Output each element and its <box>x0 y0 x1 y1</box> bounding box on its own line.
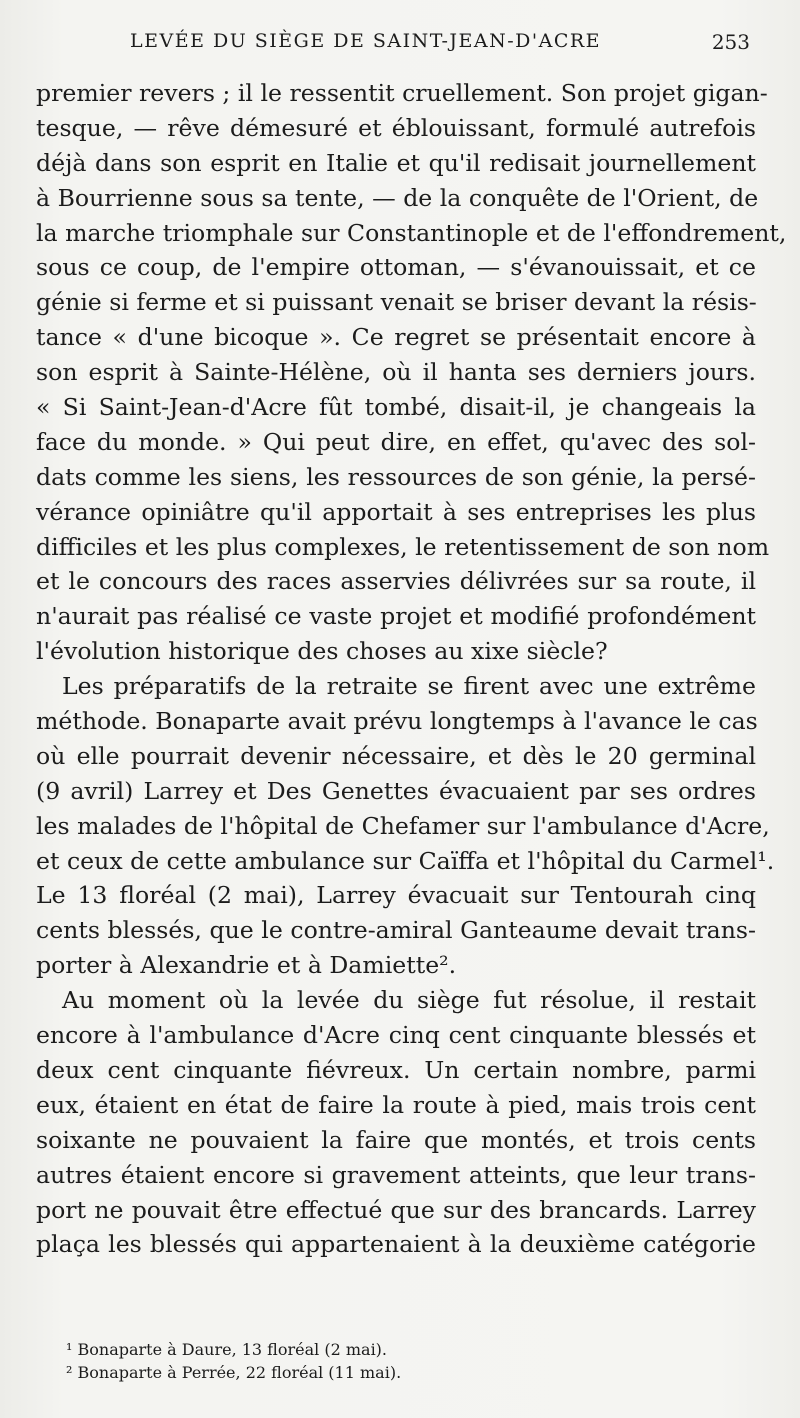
text-line: Les préparatifs de la retraite se firent avec une extrême <box>62 672 756 701</box>
text-line: « Si Saint-Jean-d'Acre fût tombé, disait-il, je changeais la <box>36 393 756 422</box>
text-line: et le concours des races asservies délivrées sur sa route, il <box>36 567 756 596</box>
text-line: Le 13 floréal (2 mai), Larrey évacuait sur Tentourah cinq <box>36 881 756 910</box>
text-line: encore à l'ambulance d'Acre cinq cent cinquante blessés et <box>36 1021 756 1050</box>
text-line: cents blessés, que le contre-amiral Ganteaume devait trans- <box>36 916 756 945</box>
text-line: autres étaient encore si gravement atteints, que leur trans- <box>36 1160 756 1189</box>
footnotes <box>66 1338 756 1384</box>
text-line: sous ce coup, de l'empire ottoman, — s'évanouissait, et ce <box>36 253 756 282</box>
text-line: premier revers ; il le ressentit cruellement. Son projet gigan- <box>36 79 768 107</box>
text-line: (9 avril) Larrey et Des Genettes évacuaient par ses ordres <box>36 776 756 805</box>
text-line: soixante ne pouvaient la faire que montés, et trois cents <box>36 1125 756 1154</box>
text-line: n'aurait pas réalisé ce vaste projet et modifié profondément <box>36 602 756 631</box>
text-line: et ceux de cette ambulance sur Caïffa et l'hôpital du Carmel¹. <box>36 846 775 875</box>
text-line: face du monde. » Qui peut dire, en effet, qu'avec des sol- <box>36 427 756 456</box>
text-line: à Bourrienne sous sa tente, — de la conquête de l'Orient, de <box>36 183 759 212</box>
text-line: Au moment où la levée du siège fut résolue, il restait <box>62 986 756 1015</box>
footnote: ² Bonaparte à Perrée, 22 floréal (11 mai). <box>66 1363 402 1382</box>
text-line: tesque, — rêve démesuré et éblouissant, formulé autrefois <box>36 113 756 142</box>
text-line: port ne pouvait être effectué que sur des brancards. Larrey <box>36 1195 756 1224</box>
running-title: LEVÉE DU SIÈGE DE SAINT-JEAN-D'ACRE <box>130 30 602 52</box>
text-line: l'évolution historique des choses au xixe siècle? <box>36 637 608 666</box>
text-line: plaça les blessés qui appartenaient à la deuxième catégorie <box>36 1230 756 1259</box>
text-line: la marche triomphale sur Constantinople et de l'effondrement, <box>36 218 787 247</box>
page-number: 253 <box>711 30 750 54</box>
text-line: déjà dans son esprit en Italie et qu'il redisait journellement <box>36 148 756 177</box>
running-head <box>130 30 760 58</box>
text-line: dats comme les siens, les ressources de son génie, la persé- <box>36 462 756 491</box>
text-line: où elle pourrait devenir nécessaire, et dès le 20 germinal <box>36 741 756 770</box>
text-line: difficiles et les plus complexes, le retentissement de son nom <box>36 532 770 561</box>
body-text <box>36 76 787 1262</box>
text-line: son esprit à Sainte-Hélène, où il hanta ses derniers jours. <box>36 358 756 387</box>
text-line: tance « d'une bicoque ». Ce regret se présentait encore à <box>36 323 756 352</box>
footnote: ¹ Bonaparte à Daure, 13 floréal (2 mai). <box>66 1340 388 1359</box>
text-line: génie si ferme et si puissant venait se briser devant la résis- <box>36 288 757 317</box>
text-line: méthode. Bonaparte avait prévu longtemps à l'avance le cas <box>36 707 758 736</box>
text-line: vérance opiniâtre qu'il apportait à ses entreprises les plus <box>36 497 756 526</box>
text-line: les malades de l'hôpital de Chefamer sur l'ambulance d'Acre, <box>36 811 770 840</box>
text-line: deux cent cinquante fiévreux. Un certain nombre, parmi <box>36 1055 756 1084</box>
text-line: porter à Alexandrie et à Damiette². <box>36 951 457 980</box>
text-line: eux, étaient en état de faire la route à pied, mais trois cent <box>36 1090 756 1119</box>
